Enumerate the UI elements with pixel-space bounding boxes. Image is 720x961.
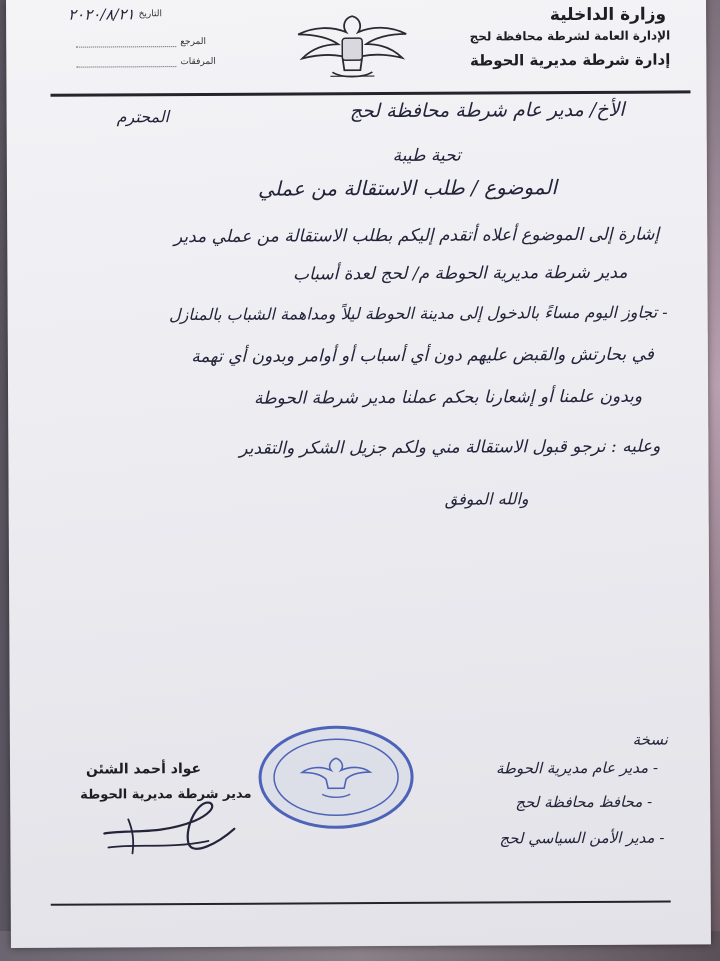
official-stamp [256, 722, 417, 833]
addressee-line: الأخ/ مدير عام شرطة محافظة لحج [349, 98, 625, 123]
yemen-eagle-emblem [292, 8, 412, 83]
body-line-5: وبدون علمنا أو إشعارنا بحكم عملنا مدير شرطة الحوطة [253, 386, 643, 409]
body-line-2: مدير شرطة مديرية الحوطة م/ لحج لعدة أسباب [292, 262, 628, 285]
copy-item-1: - مدير عام مديرية الحوطة [495, 758, 659, 778]
handwritten-signature [98, 799, 238, 862]
reference-dotted-line [76, 38, 176, 48]
footer-rule [51, 901, 671, 906]
body-line-3: - تجاوز اليوم مساءً بالدخول إلى مدينة الحوطة ليلاً ومداهمة الشباب بالمنازل [168, 302, 668, 325]
signatory-title: مدير شرطة مديرية الحوطة [80, 786, 252, 803]
reference-row [76, 37, 206, 48]
body-line-4: في بحارتش والقبض عليهم دون أي أسباب أو أوامر وبدون أي تهمة [191, 344, 654, 368]
signatory-name: عواد أحمد الشئن [85, 760, 202, 778]
copies-heading: نسخة [632, 730, 668, 749]
closing-line: والله الموفق [444, 489, 529, 509]
body-line-6: وعليه : نرجو قبول الاستقالة مني ولكم جزيل الشكر والتقدير [239, 436, 661, 459]
ministry-name: وزارة الداخلية [549, 4, 667, 26]
attachments-label: المرفقات [180, 56, 216, 68]
date-value: ٢٠٢٠/٨/٢١ [68, 5, 135, 24]
reference-label: المرجع [180, 36, 207, 48]
greeting: تحية طيبة [392, 145, 461, 166]
letter-paper [6, 0, 711, 948]
directorate-name: الإدارة العامة لشرطة محافظة لحج [469, 28, 671, 44]
body-line-1: إشارة إلى الموضوع أعلاه أتقدم إليكم بطلب الاستقالة من عملي مدير [173, 224, 660, 248]
date-row [68, 5, 162, 23]
office-name: إدارة شرطة مديرية الحوطة [469, 50, 671, 70]
attachments-row [76, 57, 216, 68]
copy-item-2: - محافظ محافظة لحج [515, 792, 653, 812]
copy-item-3: - مدير الأمن السياسي لحج [499, 828, 665, 848]
date-label: التاريخ [138, 9, 162, 20]
honorific: المحترم [116, 107, 170, 127]
header-rule [50, 90, 690, 96]
attachments-dotted-line [76, 58, 176, 68]
subject-line: الموضوع / طلب الاستقالة من عملي [257, 175, 558, 201]
